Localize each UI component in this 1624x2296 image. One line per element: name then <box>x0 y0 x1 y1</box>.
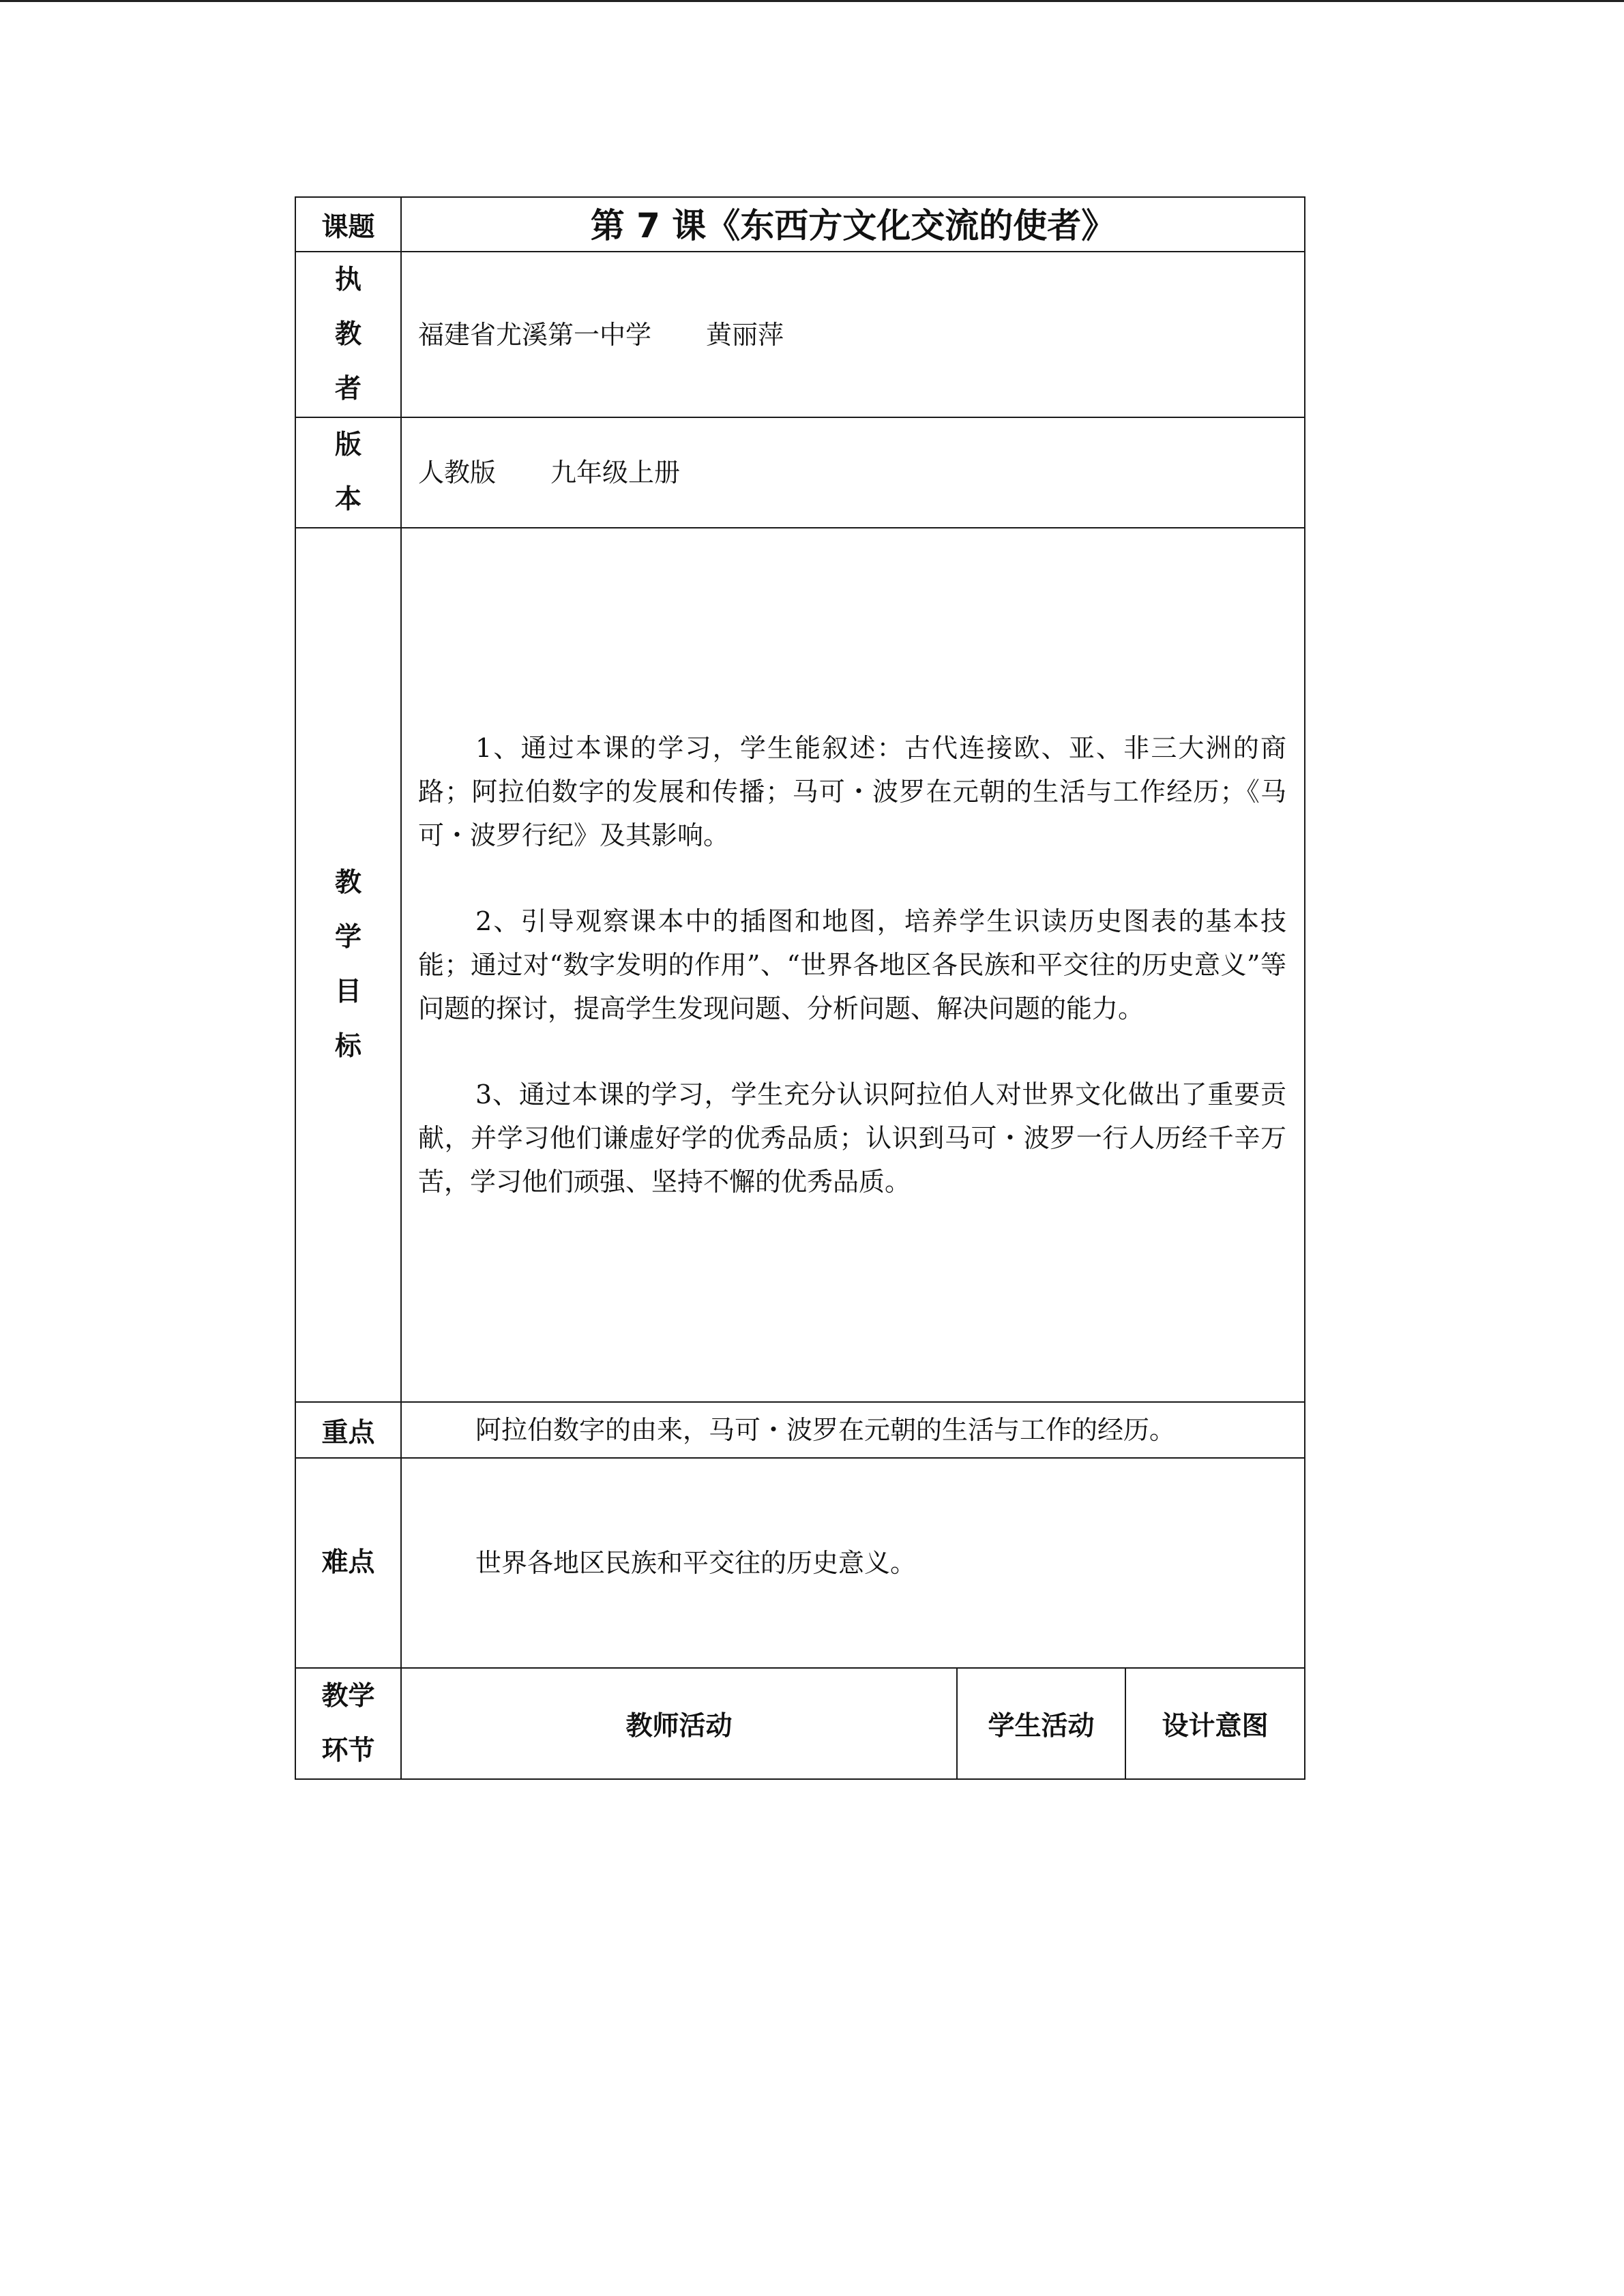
objectives-label-char: 学 <box>334 922 361 953</box>
publisher: 人教版 <box>418 458 497 488</box>
lesson-title: 第 7 课《东西方文化交流的使者》 <box>401 197 1305 252</box>
objective-paragraph: 2、引导观察课本中的插图和地图，培养学生识读历史图表的基本技能；通过对“数字发明的作用”、“世界各地区各民族和平交往的历史意义”等问题的探讨，提高学生发现问题、分析问题、解决问题的能力。 <box>418 906 1286 1024</box>
teacher-label <box>295 252 401 417</box>
procedure-header-row <box>295 1668 1305 1779</box>
objectives-label-char: 标 <box>334 1031 361 1062</box>
objectives-label-char: 目 <box>334 976 361 1007</box>
difficulty-row <box>295 1458 1305 1668</box>
objective-paragraph: 3、通过本课的学习，学生充分认识阿拉伯人对世界文化做出了重要贡献，并学习他们谦虚好学的优秀品质；认识到马可・波罗一行人历经千辛万苦，学习他们顽强、坚持不懈的优秀品质。 <box>418 1079 1286 1197</box>
teacher-row <box>295 252 1305 417</box>
procedure-label-line: 环节 <box>321 1735 375 1766</box>
page-top-border <box>0 0 1624 2</box>
difficulty-text: 世界各地区民族和平交往的历史意义。 <box>401 1458 1305 1668</box>
key-point-text: 阿拉伯数字的由来，马可・波罗在元朝的生活与工作的经历。 <box>401 1402 1305 1458</box>
procedure-label-line: 教学 <box>321 1680 375 1712</box>
edition-label <box>295 417 401 528</box>
difficulty-label: 难点 <box>295 1458 401 1668</box>
edition-row <box>295 417 1305 528</box>
edition-label-char: 版 <box>334 430 361 460</box>
objectives-label-char: 教 <box>334 867 361 898</box>
edition-label-char: 本 <box>334 484 361 515</box>
procedure-label <box>295 1668 401 1779</box>
key-point-row <box>295 1402 1305 1458</box>
teacher-label-char: 教 <box>334 318 361 350</box>
topic-label: 课题 <box>295 197 401 252</box>
school-name: 福建省尤溪第一中学 <box>418 319 652 350</box>
edition-info <box>401 417 1305 528</box>
lesson-plan-table <box>295 196 1305 1780</box>
design-intent-header: 设计意图 <box>1125 1668 1305 1779</box>
objectives-row <box>295 528 1305 1402</box>
teacher-name: 黄丽萍 <box>706 319 784 350</box>
title-row <box>295 197 1305 252</box>
objectives-label <box>295 528 401 1402</box>
teacher-label-char: 者 <box>334 373 361 404</box>
teacher-info <box>401 252 1305 417</box>
student-activity-header: 学生活动 <box>957 1668 1125 1779</box>
teacher-label-char: 执 <box>334 264 361 295</box>
objectives-content <box>401 528 1305 1402</box>
teacher-activity-header: 教师活动 <box>401 1668 957 1779</box>
key-point-label: 重点 <box>295 1402 401 1458</box>
grade-volume: 九年级上册 <box>550 458 681 488</box>
objective-paragraph: 1、通过本课的学习，学生能叙述：古代连接欧、亚、非三大洲的商路；阿拉伯数字的发展和传播；马可・波罗在元朝的生活与工作经历；《马可・波罗行纪》及其影响。 <box>418 733 1286 850</box>
